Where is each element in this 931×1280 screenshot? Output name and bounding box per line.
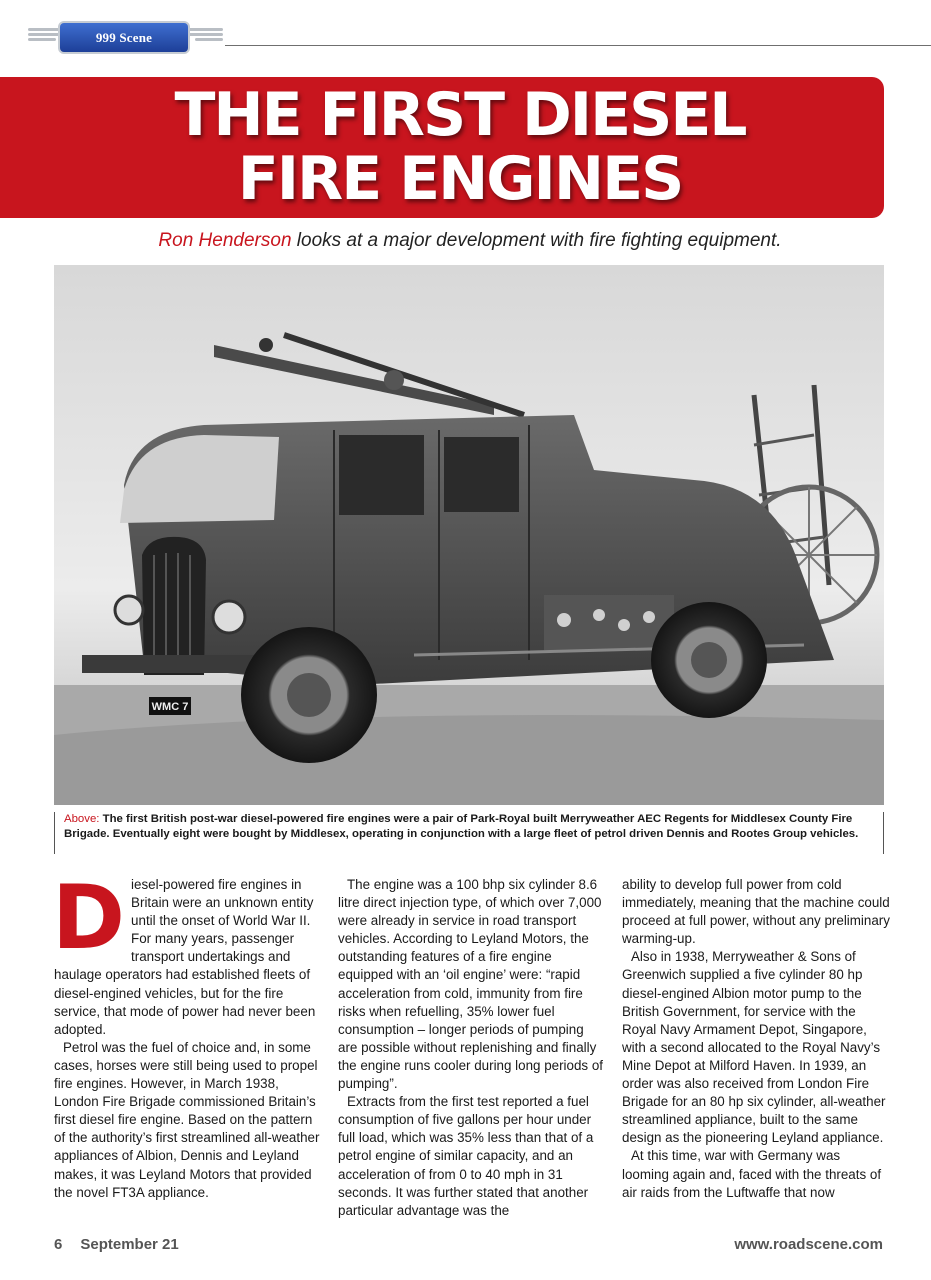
- standfirst: [0, 230, 931, 252]
- footer-website: www.roadscene.com: [734, 1236, 883, 1253]
- section-badge: [28, 18, 223, 58]
- paragraph: ability to develop full power from cold immediately, meaning that the machine could proceed at full power, without any preliminary warming-up.: [622, 877, 890, 947]
- caption-lead: Above:: [64, 813, 100, 825]
- title-line-1: THE FIRST DIESEL: [174, 80, 746, 150]
- caption-rule-right: [883, 812, 884, 854]
- caption-rule-left: [54, 812, 55, 854]
- paragraph-text: iesel-powered fire engines in Britain were an unknown entity until the onset of World War II. For many years, passenger transport undertakings and haulage operators had established fleets of diesel-engined vehicles, but for the fire service, that mode of power had never been adopted.: [54, 877, 316, 1037]
- standfirst-text: looks at a major development with fire fighting equipment.: [291, 230, 782, 251]
- caption-text: The first British post-war diesel-powered fire engines were a pair of Park-Royal built Merryweather AEC Regents for Middlesex County Fire Brigade. Eventually eight were bought by Middlesex, operating in conjunction with a large fleet of petrol driven Dennis and Rootes Group vehicles.: [64, 813, 859, 840]
- title-line-2: FIRE ENGINES: [237, 144, 683, 214]
- body-column-1: [52, 866, 322, 1202]
- paragraph: At this time, war with Germany was looming again and, faced with the threats of air raids from the Luftwaffe that now: [622, 1148, 882, 1200]
- drop-cap: D: [52, 866, 126, 969]
- body-column-2: [338, 876, 606, 1220]
- footer-folio: [54, 1236, 179, 1253]
- page-number: 6: [54, 1236, 63, 1253]
- issue-date: September 21: [80, 1236, 179, 1253]
- number-plate-text: WMC 7: [151, 701, 189, 713]
- body-column-3: [622, 876, 890, 1202]
- header-rule: [225, 45, 931, 46]
- paragraph: [52, 866, 322, 1039]
- fire-engine-photo: [54, 265, 884, 805]
- paragraph: Also in 1938, Merryweather & Sons of Greenwich supplied a five cylinder 80 hp diesel-engined Albion motor pump to the British Government, for service with the Royal Navy Armament Depot, Singapore, with a second allocated to the Royal Navy’s Mine Depot at Milford Haven. In 1939, an order was also received from London Fire Brigade for an 80 hp six cylinder, all-weather streamlined appliance, built to the same design as the pioneering Leyland appliance.: [622, 949, 886, 1146]
- paragraph: Petrol was the fuel of choice and, in some cases, horses were still being used to propel fire engines. However, in March 1938, London Fire Brigade commissioned Britain’s first diesel fire engine. Based on the pattern of the authority’s first streamlined all-weather appliances of Albion, Dennis and Leyland makes, it was Leyland Motors that provided the novel FT3A appliance.: [54, 1039, 320, 1200]
- paragraph: Extracts from the first test reported a fuel consumption of five gallons per hour under full load, which was 35% less than that of a petrol engine of similar capacity, and an acceleration of from 0 to 40 mph in 31 seconds. It was further stated that another particular advantage was the: [338, 1094, 594, 1218]
- section-badge-label: 999 Scene: [58, 21, 190, 54]
- photo-caption: [64, 812, 876, 842]
- paragraph: The engine was a 100 bhp six cylinder 8.6 litre direct injection type, of which over 7,000 were already in service in road transport vehicles. According to Leyland Motors, the outstanding features of a fire engine equipped with an ‘oil engine’ were: “rapid acceleration from cold, immunity from fire risks when refuelling, 35% lower fuel consumption – longer periods of pumping are possible without replenishing and finally the engine runs cooler during long periods of pumping”.: [338, 877, 604, 1092]
- author-name: Ron Henderson: [158, 230, 292, 251]
- article-title: [0, 80, 920, 214]
